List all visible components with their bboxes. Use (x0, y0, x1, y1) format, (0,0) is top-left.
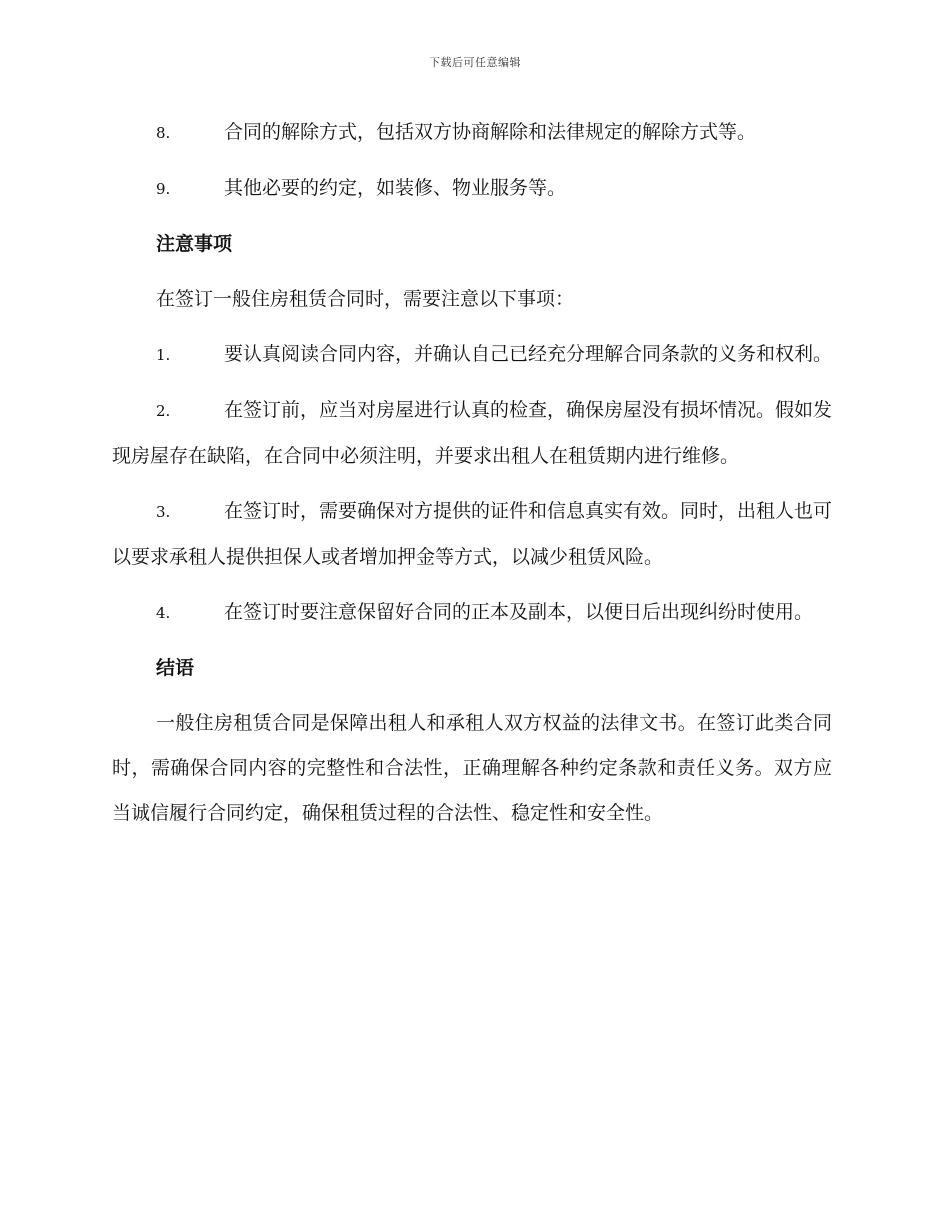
list-item (112, 388, 832, 479)
list-number: 4. (156, 604, 171, 622)
list-item (112, 489, 832, 580)
list-number: 8. (156, 124, 171, 142)
list-item (112, 590, 832, 636)
conclusion-text: 一般住房租赁合同是保障出租人和承租人双方权益的法律文书。在签订此类合同时，需确保合同内容的完整性和合法性，正确理解各种约定条款和责任义务。双方应当诚信履行合同约定，确保租赁过程的合法性、稳定性和安全性。 (112, 712, 832, 824)
section-heading-conclusion: 结语 (156, 657, 195, 679)
list-item (112, 166, 832, 212)
section-heading-notes: 注意事项 (156, 233, 233, 255)
notes-intro: 在签订一般住房租赁合同时，需要注意以下事项： (156, 288, 575, 310)
list-text: 要认真阅读合同内容，并确认自己已经充分理解合同条款的义务和权利。 (224, 343, 833, 365)
document-body (112, 110, 832, 846)
list-text: 其他必要的约定，如装修、物业服务等。 (224, 177, 567, 199)
list-number: 9. (156, 180, 171, 198)
list-text: 在签订时要注意保留好合同的正本及副本，以便日后出现纠纷时使用。 (224, 601, 814, 623)
list-item (112, 110, 832, 156)
list-item (112, 332, 832, 378)
page-header-note: 下载后可任意编辑 (429, 56, 521, 69)
list-text: 合同的解除方式，包括双方协商解除和法律规定的解除方式等。 (224, 121, 757, 143)
list-text: 在签订时，需要确保对方提供的证件和信息真实有效。同时，出租人也可以要求承租人提供担保人或者增加押金等方式，以减少租赁风险。 (112, 500, 833, 568)
list-text: 在签订前，应当对房屋进行认真的检查，确保房屋没有损坏情况。假如发现房屋存在缺陷，在合同中必须注明，并要求出租人在租赁期内进行维修。 (112, 399, 833, 467)
list-number: 3. (156, 503, 171, 521)
list-number: 2. (156, 402, 171, 420)
list-number: 1. (156, 346, 171, 364)
